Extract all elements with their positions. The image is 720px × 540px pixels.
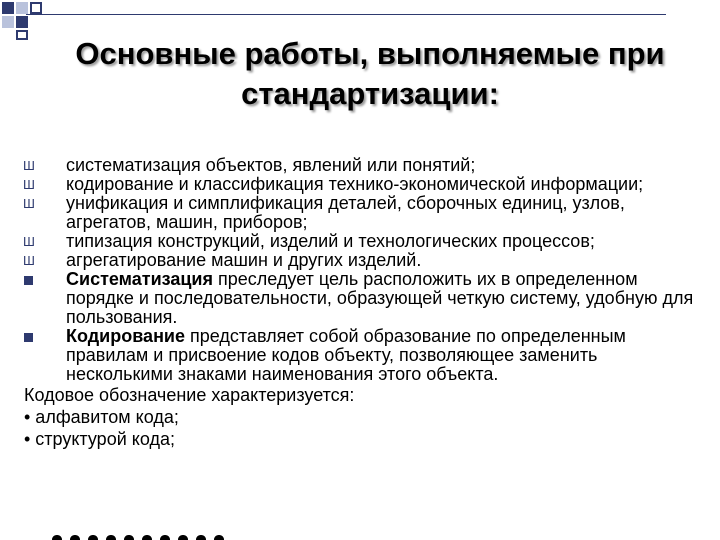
bullet-marker: Ш [23,234,35,249]
list-item [18,251,708,270]
code-bullet: • алфавитом кода; [24,407,179,427]
clipped-text-row [52,531,352,540]
square-bullet-icon [22,329,36,345]
definition-paragraph [18,327,708,384]
code-bullet: • структурой кода; [24,429,175,449]
list-item-text: унификация и симплификация деталей, сборочных единиц, узлов, агрегатов, машин, приборов; [66,193,625,232]
title-line-2: стандартизации: [241,76,499,111]
slide-body [18,156,708,450]
definition: преследует цель расположить их в определенном порядке и последовательности, образующей четкую систему, удобную для пользования. [66,269,694,327]
list-item [18,194,708,232]
list-item [18,175,708,194]
deco-square [2,16,14,28]
list-item-text: систематизация объектов, явлений или понятий; [66,155,476,175]
bullet-marker: Ш [23,196,35,211]
bullet-marker: Ш [23,177,35,192]
bullet-marker: Ш [23,158,35,173]
square-bullet-icon [22,272,36,288]
paragraph-text [66,270,708,327]
deco-square [30,2,42,14]
term: Систематизация [66,269,213,289]
list-item [18,232,708,251]
definition-paragraph [18,270,708,327]
slide-title [40,34,700,114]
deco-square [2,2,14,14]
definition: представляет собой образование по определенным правилам и присвоение кодов объекту, позволяющее заменить несколькими знаками наименования этого объекта. [66,326,626,384]
list-item-text: типизация конструкций, изделий и технологических процессов; [66,231,595,251]
code-lead-text: Кодовое обозначение характеризуется: [24,385,355,405]
deco-square [16,2,28,14]
paragraph-text [66,327,708,384]
term: Кодирование [66,326,186,346]
bullet-marker: Ш [23,253,35,268]
deco-square [16,30,28,40]
list-item-text: кодирование и классификация технико-экономической информации; [66,174,644,194]
title-line-1: Основные работы, выполняемые при [75,36,665,71]
deco-square [16,16,28,28]
list-item [18,156,708,175]
header-rule [26,14,666,15]
list-item-text: агрегатирование машин и других изделий. [66,250,422,270]
